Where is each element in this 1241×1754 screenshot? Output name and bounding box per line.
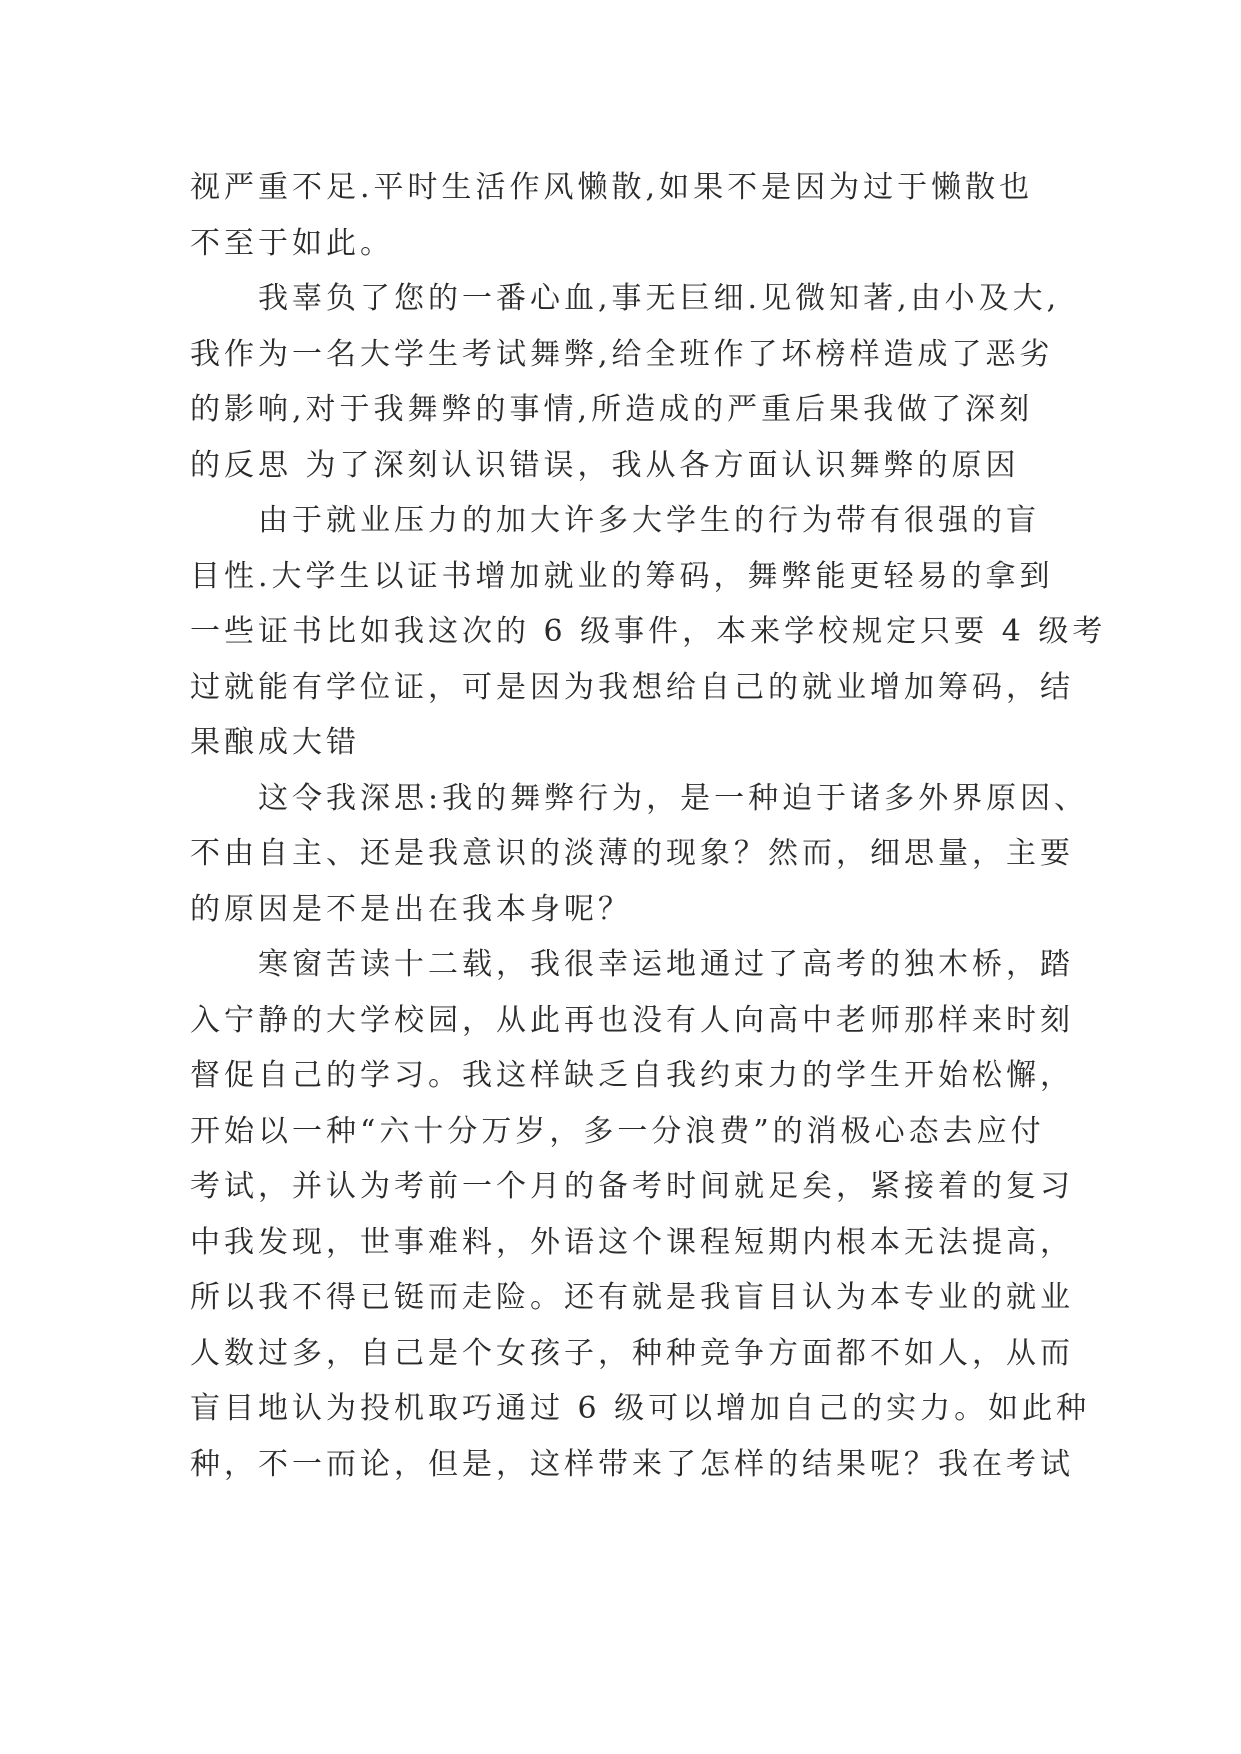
text-line: 这令我深思:我的舞弊行为，是一种迫于诸多外界原因、 <box>258 780 1089 816</box>
text-line: 人数过多，自己是个女孩子，种种竞争方面都不如人，从而 <box>190 1335 1074 1371</box>
text-line: 所以我不得已铤而走险。还有就是我盲目认为本专业的就业 <box>190 1280 1074 1315</box>
text-line: 的原因是不是出在我本身呢？ <box>190 891 632 927</box>
text-line: 视严重不足.平时生活作风懒散,如果不是因为过于懒散也 <box>190 170 1034 205</box>
text-line: 果酿成大错 <box>190 725 360 760</box>
text-line: 由于就业压力的加大许多大学生的行为带有很强的盲 <box>258 503 1040 538</box>
text-line: 目性.大学生以证书增加就业的筹码，舞弊能更轻易的拿到 <box>190 558 1054 594</box>
text-line: 过就能有学位证，可是因为我想给自己的就业增加筹码，结 <box>190 669 1074 705</box>
text-line: 寒窗苦读十二载，我很幸运地通过了高考的独木桥，踏 <box>258 947 1074 982</box>
text-line: 我作为一名大学生考试舞弊,给全班作了坏榜样造成了恶劣 <box>190 336 1054 372</box>
text-line: 一些证书比如我这次的 6 级事件，本来学校规定只要 4 级考 <box>190 614 1107 649</box>
text-line: 督促自己的学习。我这样缺乏自我约束力的学生开始松懈， <box>190 1058 1074 1093</box>
document-body <box>190 160 1107 1492</box>
text-line: 我辜负了您的一番心血,事无巨细.见微知著,由小及大, <box>258 281 1061 316</box>
text-line: 不至于如此。 <box>190 225 394 261</box>
text-line: 入宁静的大学校园，从此再也没有人向高中老师那样来时刻 <box>190 1002 1074 1038</box>
text-line: 开始以一种“六十分万岁，多一分浪费”的消极心态去应付 <box>190 1113 1045 1149</box>
text-line: 中我发现，世事难料，外语这个课程短期内根本无法提高， <box>190 1224 1074 1260</box>
text-line: 的影响,对于我舞弊的事情,所造成的严重后果我做了深刻 <box>190 392 1034 427</box>
text-line: 种，不一而论，但是，这样带来了怎样的结果呢？我在考试 <box>190 1446 1074 1482</box>
text-line: 盲目地认为投机取巧通过 6 级可以增加自己的实力。如此种 <box>190 1391 1091 1426</box>
text-line: 的反思 为了深刻认识错误，我从各方面认识舞弊的原因 <box>190 447 1020 483</box>
text-line: 考试，并认为考前一个月的备考时间就足矣，紧接着的复习 <box>190 1169 1074 1204</box>
text-line: 不由自主、还是我意识的淡薄的现象？然而，细思量，主要 <box>190 836 1074 871</box>
